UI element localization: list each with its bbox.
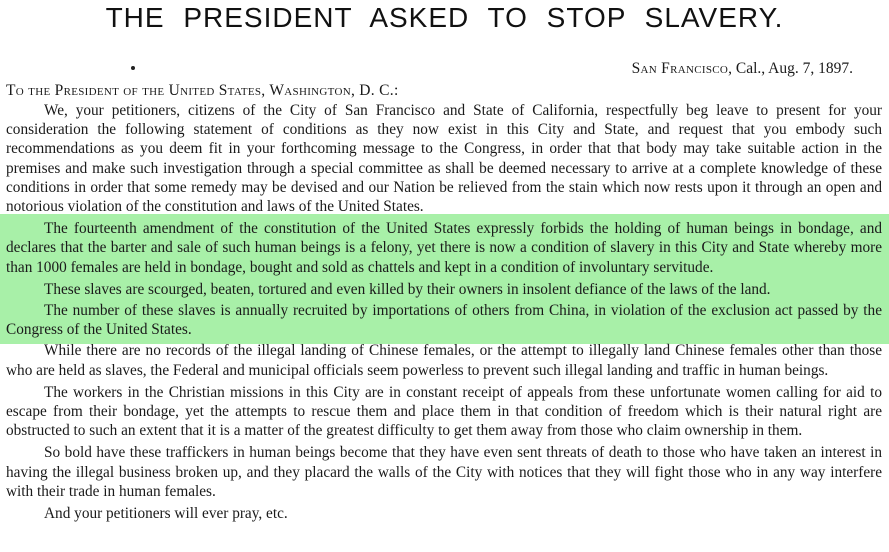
paragraph-traffickers-threats: So bold have these traffickers in human beings become that they have even sent threats of death to those who have taken an interest in having the illegal business broken up, and they placard the walls of the City with notices that they will fight those who in any way interfere with their trade in human females. (6, 444, 882, 500)
paragraph-closing: And your petitioners will ever pray, etc. (44, 505, 288, 523)
paragraph-slaves-abused: These slaves are scourged, beaten, tortured and even killed by their owners in insolent defiance of the laws of the land. (44, 280, 771, 298)
dateline-place: San Francisco (631, 60, 729, 77)
dateline-date: , Cal., Aug. 7, 1897. (728, 60, 853, 77)
paragraph-illegal-landing: While there are no records of the illegal landing of Chinese females, or the attempt to illegally land Chinese females other than those who are held as slaves, the Federal and municipal officials seem powerless to prevent such illegal landing and traffic in human beings. (6, 342, 882, 379)
petition-body (6, 101, 882, 525)
article-title: THE PRESIDENT ASKED TO STOP SLAVERY. (105, 2, 784, 33)
paragraph-petition-intro: We, your petitioners, citizens of the City of San Francisco and State of California, respectfully beg leave to present for your consideration the following statement of conditions as they now exist in this City and State, and request that you embody such recommendations as you deem fit in your forthcoming message to the Congress, in order that that body may take suitable action in the premises and make such investigation through a special committee as shall be deemed necessary to arrive at a complete knowledge of these conditions in order that some remedy may be devised and our Nation be relieved from the stain which now rests upon it through an open and notorious violation of the constitution and laws of the United States. (6, 102, 882, 216)
print-speck (131, 66, 135, 70)
paragraph-fourteenth-amendment: The fourteenth amendment of the constitution of the United States expressly forbids the holding of human beings in bondage, and declares that the barter and sale of such human beings is a felony, yet there is now a condition of slavery in this City and State whereby more than 1000 females are held in bondage, bought and sold as chattels and kept in a condition of involuntary servitude. (6, 220, 882, 276)
paragraph-christian-missions: The workers in the Christian missions in this City are in constant receipt of appeals from these unfortunate women calling for aid to escape from their bondage, yet the attempts to rescue them and place them in that condition of freedom which is their natural right are obstructed to such an extent that it is a matter of the greatest difficulty to get them away from those who claim ownership in them. (6, 383, 882, 440)
salutation (6, 82, 398, 100)
salutation-colon: : (393, 82, 399, 99)
salutation-text: To the President of the United States, Washington, D. C. (6, 82, 394, 99)
dateline (632, 60, 853, 78)
paragraph-importations: The number of these slaves is annually recruited by importations of others from China, in violation of the exclusion act passed by the Congress of the United States. (6, 302, 882, 339)
